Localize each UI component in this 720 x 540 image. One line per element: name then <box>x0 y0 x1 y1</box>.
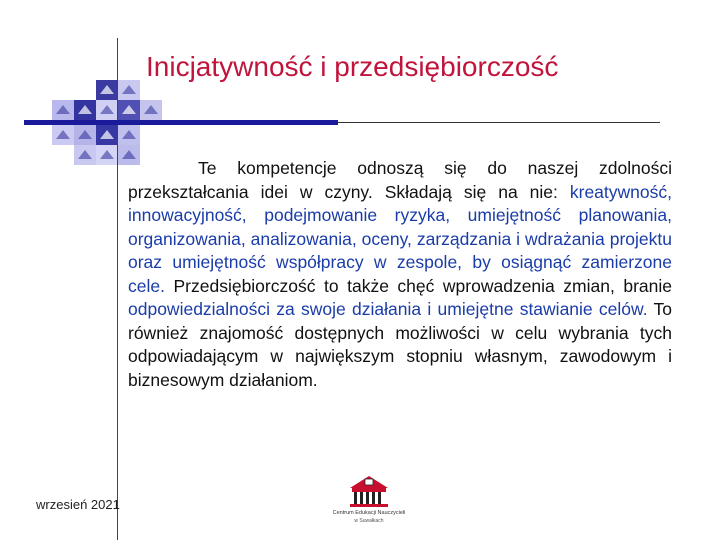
tile-pattern-icon <box>96 80 118 100</box>
paragraph-text: Te kompetencje odnoszą się do naszej zdolności przekształcania idei w czyny. Składają się na nie: <box>128 158 672 202</box>
tile-pattern-icon <box>74 100 96 120</box>
body-paragraph <box>128 157 672 392</box>
school-building-icon <box>310 474 428 510</box>
title-underline-line <box>338 122 660 123</box>
logo-subcaption: w Suwałkach <box>354 518 384 524</box>
tile-pattern-icon <box>118 80 140 100</box>
tile-pattern-icon <box>74 145 96 165</box>
footer-date: wrzesień 2021 <box>36 497 120 512</box>
tile-pattern-icon <box>96 125 118 145</box>
tile-pattern-icon <box>140 100 162 120</box>
tile-pattern-icon <box>96 100 118 120</box>
title-underline-bar <box>24 120 338 125</box>
tile-pattern-icon <box>118 100 140 120</box>
paragraph-highlight: odpowiedzialności za swoje działania i umiejętne stawianie celów. <box>128 299 648 319</box>
logo-caption: Centrum Edukacji Nauczycieli <box>332 510 406 516</box>
vertical-divider <box>117 38 118 540</box>
slide-title: Inicjatywność i przedsiębiorczość <box>146 51 559 82</box>
institution-logo <box>310 474 428 528</box>
tile-pattern-icon <box>52 125 74 145</box>
tile-pattern-icon <box>118 125 140 145</box>
tile-pattern-icon <box>96 145 118 165</box>
paragraph-text: Przedsiębiorczość to także chęć wprowadzenia zmian, branie <box>164 275 672 296</box>
paragraph-text: To również znajomość dostępnych możliwości w celu wybrania tych odpowiadającym w największym stopniu własnym, zawodowym i biznesowym działaniom. <box>128 299 672 390</box>
tile-pattern-icon <box>52 100 74 120</box>
paragraph-highlight: kreatywność, innowacyjność, podejmowanie ryzyka, umiejętność planowania, organizowania, analizowania, oceny, zarządzania i wdrażania projektu oraz umiejętność współpracy w zespole, by osiągnąć zamierzone cele. <box>128 181 672 296</box>
tile-pattern-icon <box>74 125 96 145</box>
